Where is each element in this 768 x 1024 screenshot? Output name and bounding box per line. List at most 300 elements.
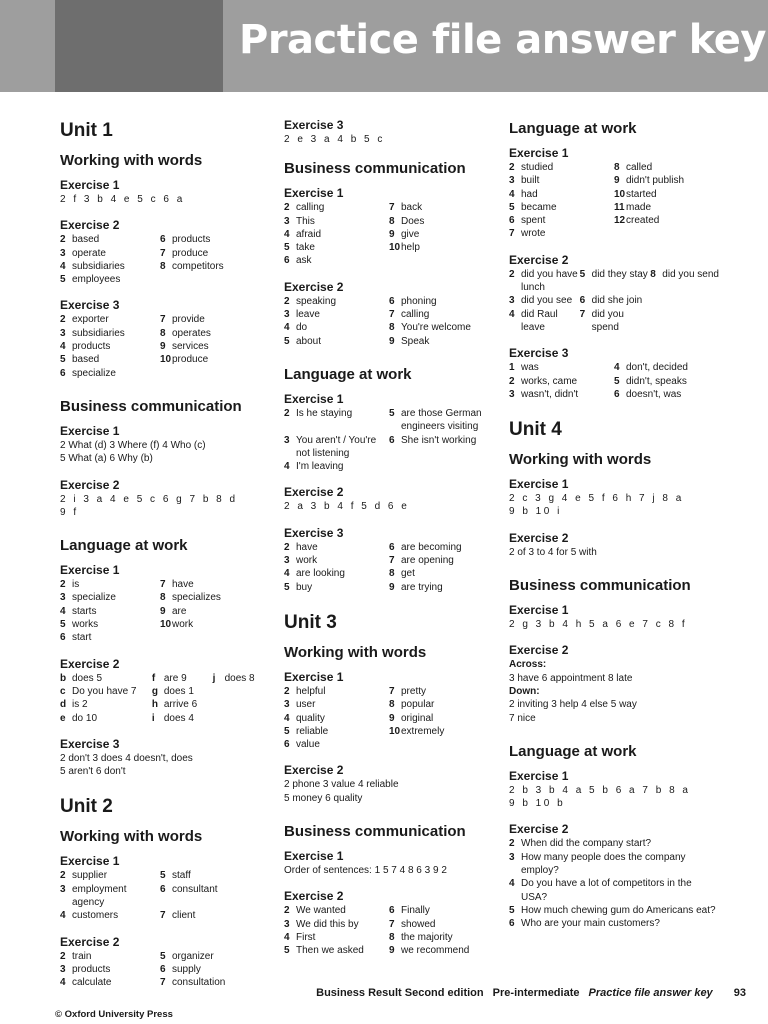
answer-text: didn't, speaks xyxy=(626,375,687,387)
answer-text: How much chewing gum do Americans eat? xyxy=(521,904,716,916)
answer-text: arrive 6 xyxy=(163,699,198,711)
answer-text: didn't publish xyxy=(626,175,685,187)
answer-text: are those German engineers visiting xyxy=(401,407,482,433)
exercise-heading: Exercise 1 xyxy=(284,849,344,864)
answer-number: 2 xyxy=(284,905,290,917)
answer-number: 6 xyxy=(509,918,515,930)
answer-text: did you send xyxy=(662,268,719,280)
answer-text: You aren't / You're not listening xyxy=(296,434,377,459)
exercise-heading: Exercise 1 xyxy=(284,669,344,684)
answer-number: h xyxy=(151,699,158,711)
answer-text: is xyxy=(72,579,80,591)
answer-text: have xyxy=(172,579,194,591)
answer-number: 8 xyxy=(614,162,620,173)
exercise-heading: Exercise 3 xyxy=(284,525,344,540)
answer-item xyxy=(60,883,160,910)
answer-list xyxy=(509,161,719,241)
answer-item xyxy=(580,268,651,295)
answer-item xyxy=(509,837,719,850)
section-heading: Working with words xyxy=(60,828,203,846)
answer-number: 2 xyxy=(60,870,66,882)
answer-number: 4 xyxy=(60,910,66,922)
answer-text: based xyxy=(72,234,100,246)
answer-number: 3 xyxy=(60,963,66,975)
answer-number: 6 xyxy=(284,739,290,751)
answer-line: 2 a 3 b 4 f 5 d 6 e xyxy=(284,501,410,513)
answer-text: specialize xyxy=(72,367,116,379)
answer-item xyxy=(509,161,614,174)
answer-number: 2 xyxy=(284,407,290,419)
answer-item xyxy=(284,725,389,738)
answer-item xyxy=(160,353,260,366)
answer-text: Do you have a lot of competitors in the USA? xyxy=(521,878,692,903)
answer-number: 4 xyxy=(509,308,515,320)
answer-number: 3 xyxy=(284,434,290,446)
section-heading: Business communication xyxy=(284,823,466,841)
answer-number: 7 xyxy=(160,910,166,922)
answer-item xyxy=(284,698,389,711)
answer-text: Speak xyxy=(401,335,430,347)
answer-number: 4 xyxy=(284,461,290,473)
answer-item xyxy=(60,578,160,591)
answer-text: supply xyxy=(172,963,201,975)
answer-text: did you see xyxy=(521,295,573,307)
exercise-heading: Exercise 1 xyxy=(509,477,569,492)
answer-item xyxy=(614,201,719,214)
answer-text: called xyxy=(626,162,653,173)
answer-item xyxy=(152,712,203,725)
exercise-heading: Exercise 2 xyxy=(509,252,569,267)
answer-number: 8 xyxy=(160,327,166,339)
answer-item xyxy=(614,361,719,374)
answer-number: 7 xyxy=(579,308,586,320)
answer-item xyxy=(389,581,494,594)
answer-item xyxy=(60,909,160,922)
answer-item xyxy=(284,201,389,214)
section-heading: Language at work xyxy=(284,365,412,383)
answer-number: 3 xyxy=(284,555,290,567)
answer-number: 2 xyxy=(284,541,290,553)
answer-item xyxy=(284,541,389,554)
answer-number: 3 xyxy=(509,295,515,307)
exercise-heading: Exercise 3 xyxy=(60,298,120,313)
answer-number: 4 xyxy=(60,605,66,617)
answer-text: works, came xyxy=(521,375,578,387)
answer-text: specialize xyxy=(72,592,116,604)
answer-item xyxy=(284,434,389,461)
answer-text: organizer xyxy=(172,950,214,962)
answer-text: are looking xyxy=(296,568,345,580)
answer-number: e xyxy=(60,712,66,724)
answer-list xyxy=(509,361,719,401)
section-heading: Working with words xyxy=(284,643,427,661)
answer-number: 6 xyxy=(160,883,166,895)
answer-text: First xyxy=(296,931,316,943)
answer-text: about xyxy=(296,335,322,347)
answer-number: 5 xyxy=(579,268,586,280)
answer-line: 5 aren't 6 don't xyxy=(60,766,126,778)
exercise-heading: Exercise 1 xyxy=(60,563,120,578)
answer-number: 5 xyxy=(284,335,290,347)
answer-number: 3 xyxy=(284,309,290,321)
answer-text: studied xyxy=(521,162,554,173)
section-heading: Working with words xyxy=(60,152,203,169)
answer-text: popular xyxy=(401,699,435,711)
answer-line: 3 have 6 appointment 8 late xyxy=(509,672,633,684)
answer-text: calling xyxy=(401,309,430,321)
unit-heading: Unit 3 xyxy=(284,611,337,633)
answer-text: ask xyxy=(296,255,312,267)
answer-list xyxy=(60,233,260,286)
answer-number: 5 xyxy=(60,619,66,631)
unit-heading: Unit 4 xyxy=(509,419,562,441)
answer-item xyxy=(389,434,494,461)
answer-number: 2 xyxy=(509,838,515,850)
answer-text: don't, decided xyxy=(626,362,688,374)
answer-number: 9 xyxy=(160,341,166,353)
answer-item xyxy=(284,254,389,267)
answer-text: competitors xyxy=(172,260,224,272)
exercise-heading: Exercise 2 xyxy=(509,822,569,837)
answer-text: buy xyxy=(296,581,313,593)
answer-line: 2 i 3 a 4 e 5 c 6 g 7 b 8 d xyxy=(60,493,238,505)
answer-list xyxy=(284,407,494,473)
answer-number: 2 xyxy=(60,579,66,591)
publisher-credit xyxy=(55,1009,173,1020)
exercise-heading: Exercise 1 xyxy=(60,854,120,869)
answer-number: 8 xyxy=(389,699,395,711)
answer-number: 7 xyxy=(509,228,515,240)
section-heading: Business communication xyxy=(284,160,466,178)
exercise-heading: Exercise 2 xyxy=(60,934,120,949)
answer-text: reliable xyxy=(296,725,329,737)
answer-item xyxy=(60,618,160,631)
answer-list xyxy=(60,578,260,644)
answer-text: Does xyxy=(401,215,425,227)
answer-number: 3 xyxy=(60,327,66,339)
answer-number: 4 xyxy=(284,712,290,724)
answer-item xyxy=(389,567,494,580)
page-title: Practice file answer key xyxy=(239,17,766,63)
exercise-heading: Exercise 3 xyxy=(284,118,344,132)
answer-text: When did the company start? xyxy=(521,838,652,850)
answer-item xyxy=(160,963,260,976)
answer-list xyxy=(60,313,260,379)
answer-number: 3 xyxy=(60,592,66,604)
answer-text: Is he staying xyxy=(296,407,353,419)
answer-item xyxy=(509,904,719,917)
answer-text: help xyxy=(401,242,420,254)
answer-text: Who are your main customers? xyxy=(521,918,660,930)
answer-item xyxy=(60,233,160,246)
answer-text: products xyxy=(72,963,111,975)
answer-number: 8 xyxy=(160,260,166,272)
copyright-icon: © xyxy=(55,1009,62,1020)
answer-text: had xyxy=(521,188,538,200)
answer-item xyxy=(509,214,614,227)
answer-text: work xyxy=(296,555,318,567)
answer-text: are becoming xyxy=(401,541,462,553)
answer-number: 9 xyxy=(389,712,395,724)
answer-item xyxy=(160,883,260,910)
publisher-name: Oxford University Press xyxy=(64,1009,173,1020)
answer-text: This xyxy=(296,215,315,227)
answer-item xyxy=(650,268,719,295)
answer-text: made xyxy=(626,201,652,213)
answer-item xyxy=(160,578,260,591)
answer-text: subsidiaries xyxy=(72,260,125,272)
answer-number: 7 xyxy=(160,314,166,326)
answer-text: wasn't, didn't xyxy=(521,388,579,400)
answer-item xyxy=(60,353,160,366)
answer-item xyxy=(389,201,494,214)
answer-number: 3 xyxy=(509,388,515,400)
answer-item xyxy=(284,918,389,931)
answer-text: subsidiaries xyxy=(72,327,125,339)
column-3 xyxy=(509,118,719,943)
answer-item xyxy=(60,685,142,698)
answer-item xyxy=(284,581,389,594)
answer-text: built xyxy=(521,175,540,187)
answer-number: 5 xyxy=(284,945,290,957)
answer-number: 9 xyxy=(160,605,166,617)
answer-line: 5 What (a) 6 Why (b) xyxy=(60,453,153,465)
answer-number: 2 xyxy=(60,234,66,246)
answer-line: 2 b 3 b 4 a 5 b 6 a 7 b 8 a xyxy=(509,784,691,796)
answer-text: I'm leaving xyxy=(296,461,344,473)
answer-item xyxy=(284,685,389,698)
answer-text: do 10 xyxy=(72,712,98,724)
exercise-heading: Exercise 2 xyxy=(284,889,344,904)
answer-item xyxy=(389,541,494,554)
answer-text: showed xyxy=(401,918,436,930)
answer-number: 5 xyxy=(284,725,290,737)
answer-item xyxy=(580,308,651,335)
answer-number: 2 xyxy=(284,295,290,307)
answer-item xyxy=(160,313,260,326)
answer-text: specializes xyxy=(172,592,221,604)
answer-line: 2 e 3 a 4 b 5 c xyxy=(284,134,385,145)
answer-number: 3 xyxy=(509,851,515,863)
answer-item xyxy=(60,869,160,882)
answer-number: 6 xyxy=(389,295,395,307)
answer-text: calling xyxy=(296,202,325,214)
answer-number: 4 xyxy=(509,188,515,200)
answer-item xyxy=(284,554,389,567)
answer-text: are opening xyxy=(401,555,454,567)
answer-text: are xyxy=(172,605,187,617)
answer-line: 2 c 3 g 4 e 5 f 6 h 7 j 8 a xyxy=(509,493,684,505)
answer-text: phoning xyxy=(401,295,437,307)
unit-heading: Unit 1 xyxy=(60,120,113,141)
answer-text: consultant xyxy=(172,883,218,895)
exercise-heading: Exercise 2 xyxy=(509,643,569,658)
answer-item xyxy=(60,672,142,685)
answer-number: 5 xyxy=(389,407,395,419)
answer-text: started xyxy=(626,188,657,200)
answer-list xyxy=(284,295,494,348)
answer-item xyxy=(284,944,389,957)
exercise-heading: Exercise 1 xyxy=(60,178,120,192)
answer-line: 2 phone 3 value 4 reliable xyxy=(284,779,399,791)
answer-item xyxy=(614,375,719,388)
answer-item xyxy=(60,950,160,963)
answer-number: 9 xyxy=(389,581,395,593)
section-heading: Business communication xyxy=(509,577,691,595)
answer-number: g xyxy=(151,685,158,697)
answer-item xyxy=(389,215,494,228)
answer-item xyxy=(509,227,614,240)
answer-item xyxy=(60,340,160,353)
answer-number: 4 xyxy=(509,878,515,890)
answer-number: 2 xyxy=(509,268,515,280)
answer-number: 6 xyxy=(579,295,586,307)
answer-item xyxy=(152,698,203,711)
answer-number: 2 xyxy=(60,950,66,962)
answer-number: 8 xyxy=(389,931,395,943)
answer-text: did you spend xyxy=(591,308,624,333)
answer-item xyxy=(614,188,719,201)
answer-number: 6 xyxy=(160,234,166,246)
answer-number: 5 xyxy=(509,904,515,916)
answer-item xyxy=(509,851,719,878)
footer-key-title: Practice file answer key xyxy=(588,987,713,999)
exercise-heading: Exercise 2 xyxy=(60,656,120,671)
answer-text: give xyxy=(401,228,420,240)
exercise-heading: Exercise 2 xyxy=(509,530,569,545)
answer-text: does 4 xyxy=(163,712,194,724)
answer-item xyxy=(509,201,614,214)
answer-item xyxy=(284,931,389,944)
answer-text: does 1 xyxy=(163,685,194,697)
answer-number: 2 xyxy=(509,375,515,387)
answer-item xyxy=(160,869,260,882)
answer-item xyxy=(60,313,160,326)
answer-number: 7 xyxy=(160,977,166,989)
answer-item xyxy=(389,944,494,957)
answer-text: is 2 xyxy=(72,699,88,711)
subheading-across: Across: xyxy=(509,659,547,671)
answer-item xyxy=(509,294,580,307)
answer-text: speaking xyxy=(296,295,337,307)
answer-number: 8 xyxy=(389,568,395,580)
banner-dark-block xyxy=(55,0,223,92)
answer-text: staff xyxy=(172,870,191,882)
answer-list xyxy=(284,201,494,267)
answer-number: 12 xyxy=(614,215,626,227)
answer-number: 9 xyxy=(389,335,395,347)
answer-item xyxy=(389,698,494,711)
answer-item xyxy=(389,725,494,738)
answer-item xyxy=(152,672,203,685)
answer-line: 9 b 10 i xyxy=(509,506,562,518)
answer-text: became xyxy=(521,201,557,213)
answer-number: 5 xyxy=(160,950,166,962)
section-heading: Language at work xyxy=(60,537,188,555)
answer-number: 2 xyxy=(509,162,515,173)
answer-text: take xyxy=(296,242,315,254)
answer-number: 5 xyxy=(160,870,166,882)
answer-list xyxy=(60,672,260,725)
answer-list xyxy=(284,685,494,751)
exercise-heading: Exercise 2 xyxy=(284,485,344,500)
answer-item xyxy=(284,738,389,751)
answer-item xyxy=(284,460,389,473)
column-1 xyxy=(60,118,260,1002)
answer-number: 3 xyxy=(60,883,66,895)
answer-number: 7 xyxy=(389,555,395,567)
exercise-heading: Exercise 1 xyxy=(509,768,569,783)
answer-item xyxy=(160,327,260,340)
answer-item xyxy=(389,918,494,931)
answer-line: 9 b 10 b xyxy=(509,798,566,810)
answer-number: f xyxy=(151,672,156,684)
answer-line: 2 What (d) 3 Where (f) 4 Who (c) xyxy=(60,439,206,451)
answer-item xyxy=(60,712,142,725)
answer-text: employment agency xyxy=(72,883,127,909)
answer-number: 6 xyxy=(389,905,395,917)
answer-number: 5 xyxy=(284,581,290,593)
answer-text: we recommend xyxy=(401,945,470,957)
page-number: 93 xyxy=(733,987,746,999)
answer-item xyxy=(60,273,160,286)
answer-text: Finally xyxy=(401,905,430,917)
answer-text: supplier xyxy=(72,870,108,882)
answer-text: services xyxy=(172,341,209,353)
answer-list xyxy=(60,950,260,990)
answer-text: created xyxy=(626,215,660,227)
section-heading: Language at work xyxy=(509,120,637,137)
answer-item xyxy=(160,950,260,963)
exercise-heading: Exercise 3 xyxy=(60,736,120,751)
answer-number: 6 xyxy=(389,541,395,553)
answer-text: produce xyxy=(172,247,209,259)
answer-number: d xyxy=(60,699,67,711)
answer-text: have xyxy=(296,541,318,553)
answer-number: 3 xyxy=(284,215,290,227)
exercise-heading: Exercise 2 xyxy=(284,763,344,778)
answer-number: 8 xyxy=(389,322,395,334)
answer-item xyxy=(389,241,494,254)
answer-number: 5 xyxy=(614,375,620,387)
answer-number: 9 xyxy=(389,945,395,957)
answer-line: 2 f 3 b 4 e 5 c 6 a xyxy=(60,194,185,205)
answer-text: work xyxy=(172,619,194,631)
answer-item xyxy=(284,228,389,241)
book-level: Pre-intermediate xyxy=(492,987,580,999)
answer-item xyxy=(60,963,160,976)
answer-text: extremely xyxy=(401,725,445,737)
answer-item xyxy=(389,712,494,725)
answer-text: start xyxy=(72,632,92,644)
answer-text: value xyxy=(296,739,320,751)
answer-item xyxy=(509,174,614,187)
answer-item xyxy=(160,591,260,604)
answer-item xyxy=(284,308,389,321)
answer-number: 2 xyxy=(284,685,290,697)
answer-number: i xyxy=(151,712,155,724)
answer-text: Do you have 7 xyxy=(72,685,137,697)
exercise-heading: Exercise 1 xyxy=(60,423,120,438)
answer-item xyxy=(60,698,142,711)
answer-item xyxy=(614,388,719,401)
answer-text: quality xyxy=(296,712,325,724)
answer-item xyxy=(160,605,260,618)
answer-text: pretty xyxy=(401,685,427,697)
answer-text: wrote xyxy=(521,228,546,240)
answer-number: 8 xyxy=(389,215,395,227)
answer-number: 3 xyxy=(284,918,290,930)
